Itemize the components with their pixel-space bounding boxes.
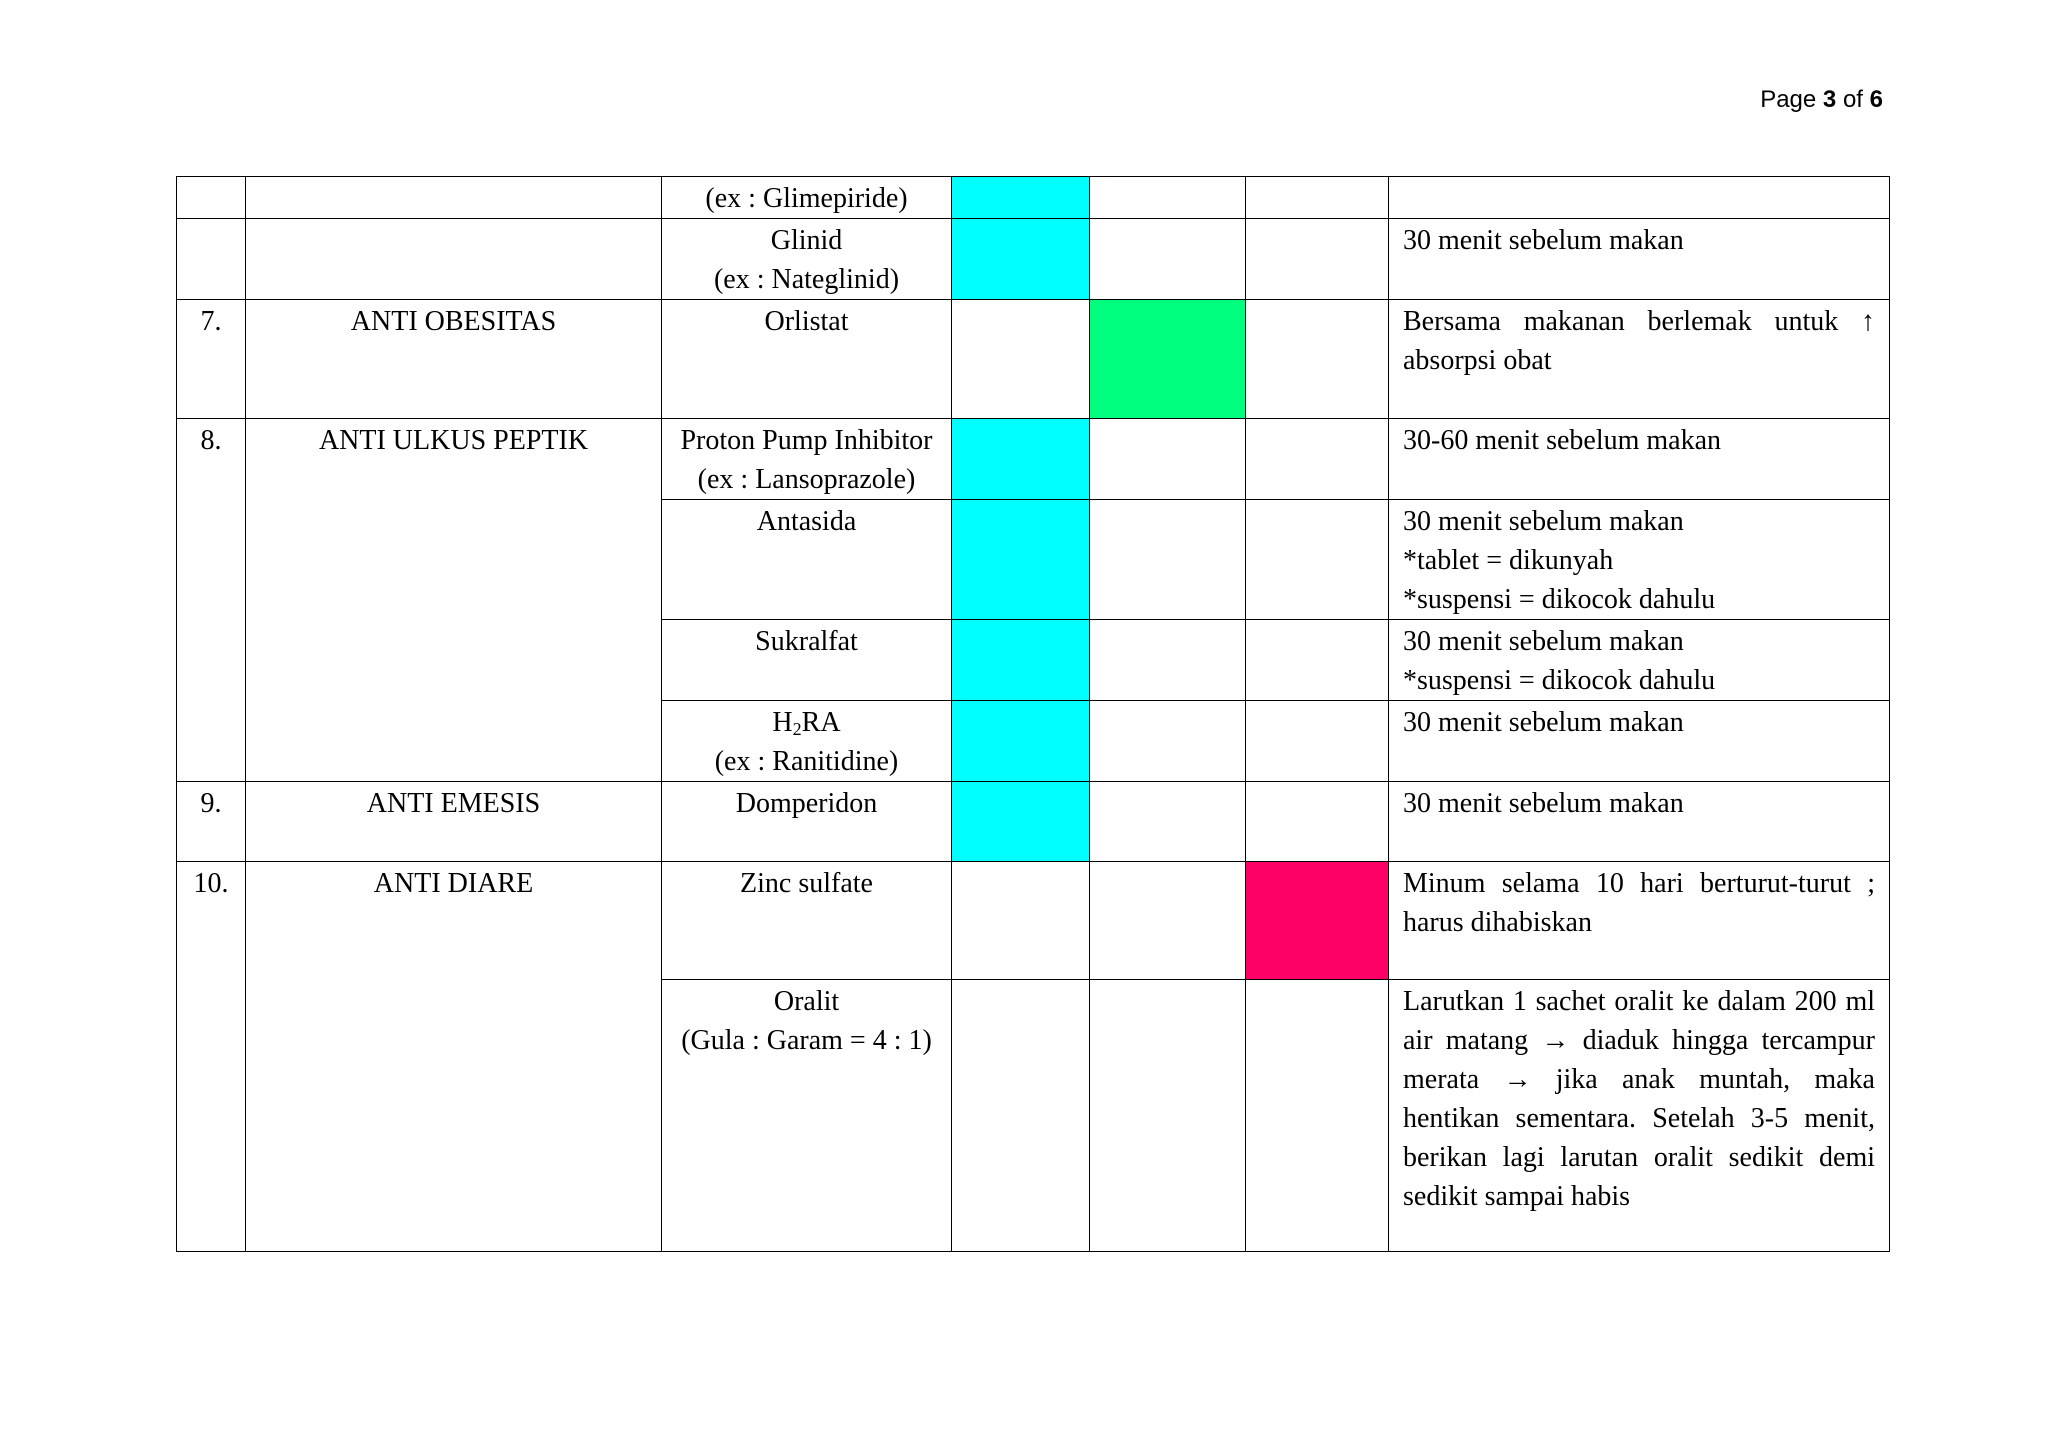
table-row xyxy=(177,419,1890,500)
drug-name xyxy=(662,419,952,500)
table-row xyxy=(177,177,1890,219)
timing-after-meal-cell xyxy=(1246,862,1389,980)
drug-class xyxy=(246,177,662,219)
drug-name xyxy=(662,177,952,219)
note-line: *suspensi = dikocok dahulu xyxy=(1403,665,1716,696)
drug-class: ANTI ULKUS PEPTIK xyxy=(246,419,662,782)
drug-line: (ex : Lansoprazole) xyxy=(697,464,916,495)
timing-after-meal-cell xyxy=(1246,701,1389,782)
note-line: 30 menit sebelum makan xyxy=(1403,506,1684,537)
drug-name xyxy=(662,782,952,862)
timing-before-meal-cell xyxy=(952,980,1090,1252)
note-line: Bersama makanan berlemak untuk ↑ xyxy=(1403,306,1875,337)
timing-with-meal-cell xyxy=(1090,500,1246,620)
note-line: 30 menit sebelum makan xyxy=(1403,225,1684,256)
note-line: 30-60 menit sebelum makan xyxy=(1403,425,1722,456)
drug-name xyxy=(662,219,952,300)
timing-before-meal-cell xyxy=(952,177,1090,219)
timing-with-meal-cell xyxy=(1090,300,1246,419)
drug-line: (ex : Ranitidine) xyxy=(714,746,899,777)
timing-after-meal-cell xyxy=(1246,177,1389,219)
table-row xyxy=(177,782,1890,862)
timing-with-meal-cell xyxy=(1090,862,1246,980)
timing-with-meal-cell xyxy=(1090,219,1246,300)
note-line: merata → jika anak muntah, maka xyxy=(1403,1064,1875,1095)
timing-before-meal-cell xyxy=(952,782,1090,862)
drug-line: (ex : Glimepiride) xyxy=(705,183,908,214)
drug-name xyxy=(662,862,952,980)
note-line: sedikit sampai habis xyxy=(1403,1181,1631,1212)
drug-line: (Gula : Garam = 4 : 1) xyxy=(681,1025,932,1056)
note-cell xyxy=(1389,300,1890,419)
note-cell xyxy=(1389,500,1890,620)
page-current: 3 xyxy=(1822,86,1837,113)
row-number xyxy=(177,219,246,300)
note-cell xyxy=(1389,177,1890,219)
drug-formula-sub: 2 xyxy=(792,719,802,739)
page-of: of xyxy=(1842,86,1863,113)
timing-after-meal-cell xyxy=(1246,980,1389,1252)
page-total: 6 xyxy=(1869,86,1883,113)
row-number: 8. xyxy=(177,419,246,782)
note-cell xyxy=(1389,219,1890,300)
row-number: 9. xyxy=(177,782,246,862)
drug-name xyxy=(662,701,952,782)
drug-name xyxy=(662,300,952,419)
table-row xyxy=(177,300,1890,419)
timing-with-meal-cell xyxy=(1090,701,1246,782)
table-row xyxy=(177,219,1890,300)
note-cell xyxy=(1389,701,1890,782)
row-number: 10. xyxy=(177,862,246,1252)
drug-class xyxy=(246,219,662,300)
timing-after-meal-cell xyxy=(1246,300,1389,419)
page-label: Page xyxy=(1760,86,1817,113)
timing-with-meal-cell xyxy=(1090,177,1246,219)
drug-formula-rest: RA xyxy=(801,707,841,738)
drug-line: Glinid xyxy=(770,225,843,256)
drug-name xyxy=(662,500,952,620)
note-line: Larutkan 1 sachet oralit ke dalam 200 ml xyxy=(1403,986,1875,1017)
drug-name xyxy=(662,980,952,1252)
drug-class: ANTI DIARE xyxy=(246,862,662,1252)
timing-before-meal-cell xyxy=(952,419,1090,500)
drug-line: Sukralfat xyxy=(755,626,858,657)
page-number xyxy=(1760,86,1883,114)
timing-with-meal-cell xyxy=(1090,980,1246,1252)
row-number: 7. xyxy=(177,300,246,419)
timing-after-meal-cell xyxy=(1246,419,1389,500)
drug-line: Domperidon xyxy=(735,788,878,819)
note-line: absorpsi obat xyxy=(1403,345,1552,376)
note-line: harus dihabiskan xyxy=(1403,907,1592,938)
drug-line: Antasida xyxy=(756,506,857,537)
drug-name xyxy=(662,620,952,701)
note-cell xyxy=(1389,782,1890,862)
note-line: *tablet = dikunyah xyxy=(1403,545,1614,576)
timing-with-meal-cell xyxy=(1090,782,1246,862)
drug-line: Zinc sulfate xyxy=(740,868,873,899)
note-line: 30 menit sebelum makan xyxy=(1403,707,1684,738)
drug-formula-main: H xyxy=(772,707,793,738)
drug-class: ANTI EMESIS xyxy=(246,782,662,862)
drug-line: Proton Pump Inhibitor xyxy=(680,425,933,456)
note-cell xyxy=(1389,980,1890,1252)
drug-line xyxy=(676,703,937,742)
note-line: 30 menit sebelum makan xyxy=(1403,788,1684,819)
timing-with-meal-cell xyxy=(1090,419,1246,500)
drug-line: (ex : Nateglinid) xyxy=(713,264,900,295)
note-line: *suspensi = dikocok dahulu xyxy=(1403,584,1716,615)
timing-after-meal-cell xyxy=(1246,500,1389,620)
drug-class: ANTI OBESITAS xyxy=(246,300,662,419)
drug-line: Oralit xyxy=(773,986,840,1017)
note-line: air matang → diaduk hingga tercampur xyxy=(1403,1025,1875,1056)
note-cell xyxy=(1389,620,1890,701)
table-row xyxy=(177,862,1890,980)
timing-after-meal-cell xyxy=(1246,620,1389,701)
timing-before-meal-cell xyxy=(952,862,1090,980)
timing-after-meal-cell xyxy=(1246,782,1389,862)
row-number xyxy=(177,177,246,219)
note-cell xyxy=(1389,862,1890,980)
drug-line: Orlistat xyxy=(764,306,849,337)
note-line: Minum selama 10 hari berturut-turut ; xyxy=(1403,868,1875,899)
timing-with-meal-cell xyxy=(1090,620,1246,701)
note-cell xyxy=(1389,419,1890,500)
timing-after-meal-cell xyxy=(1246,219,1389,300)
note-line: hentikan sementara. Setelah 3-5 menit, xyxy=(1403,1103,1875,1134)
note-line: berikan lagi larutan oralit sedikit demi xyxy=(1403,1142,1875,1173)
timing-before-meal-cell xyxy=(952,620,1090,701)
timing-before-meal-cell xyxy=(952,219,1090,300)
timing-before-meal-cell xyxy=(952,701,1090,782)
drug-timing-table xyxy=(176,176,1890,1252)
timing-before-meal-cell xyxy=(952,300,1090,419)
note-line: 30 menit sebelum makan xyxy=(1403,626,1684,657)
timing-before-meal-cell xyxy=(952,500,1090,620)
